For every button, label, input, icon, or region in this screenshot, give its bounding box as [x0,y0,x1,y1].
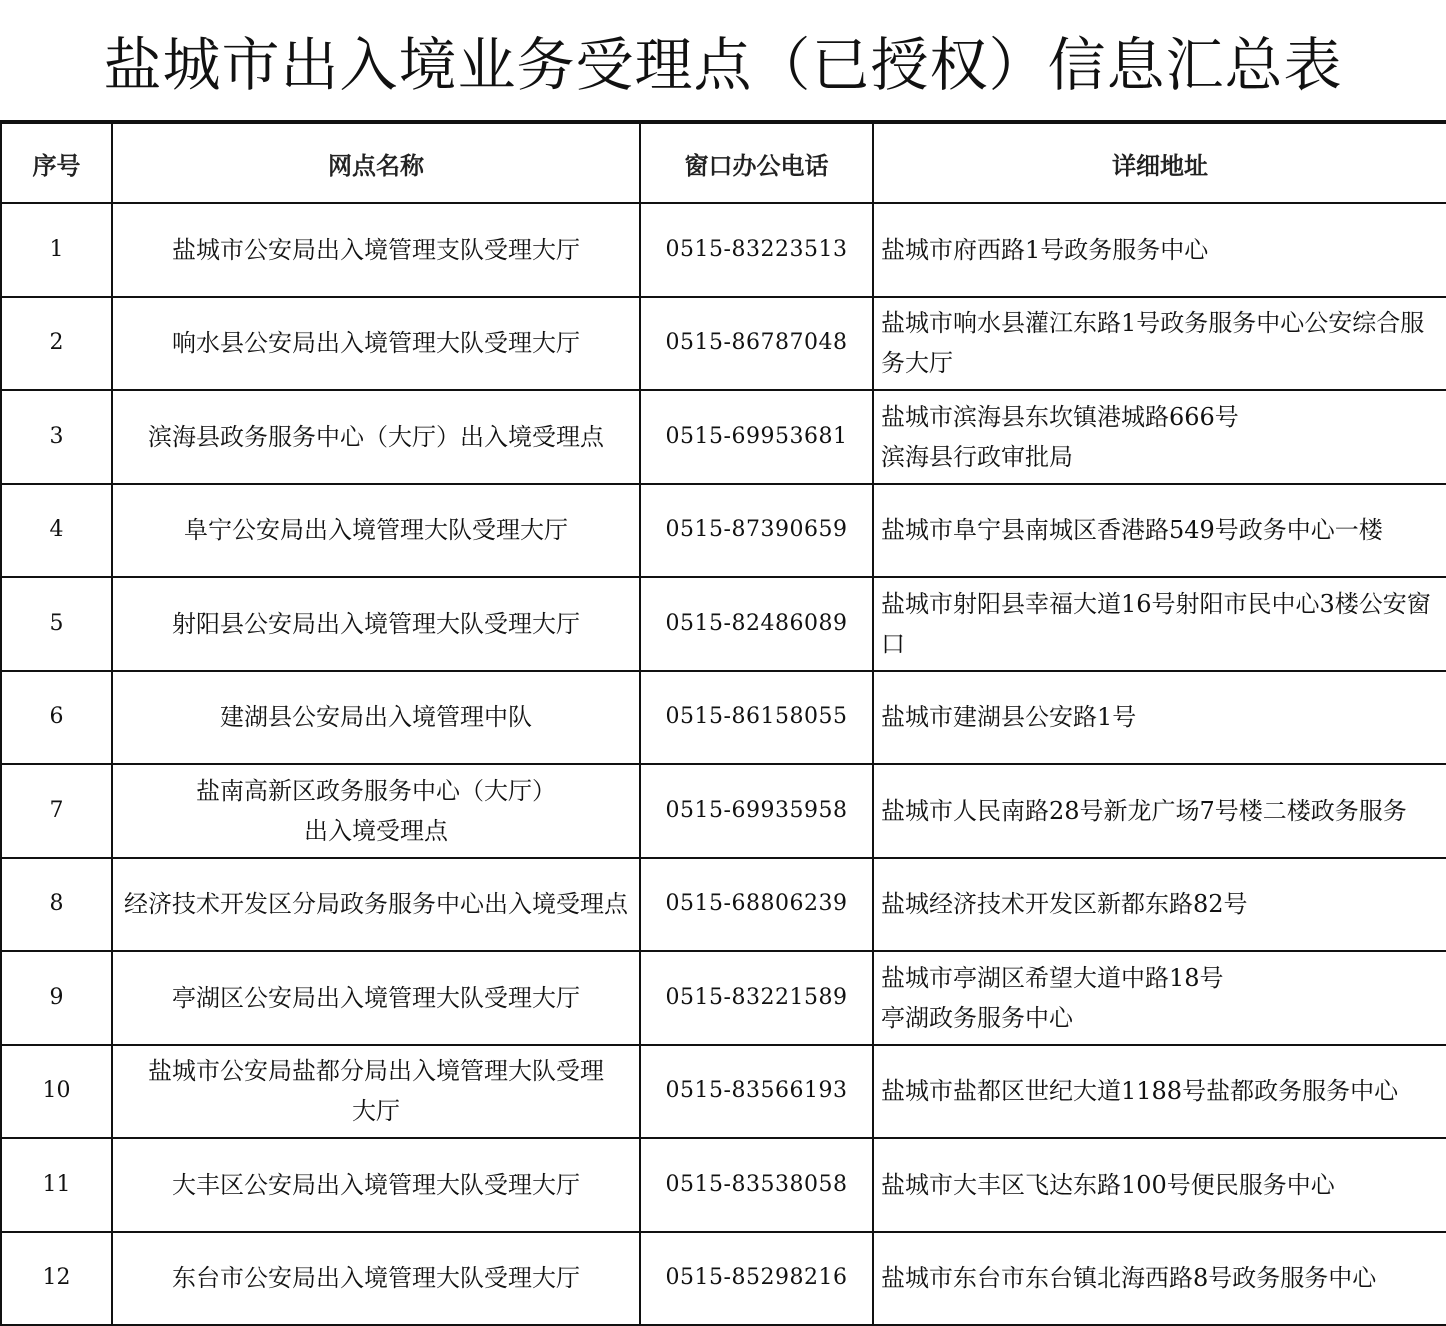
office-address: 盐城市盐都区世纪大道1188号盐都政务服务中心 [873,1045,1446,1139]
table-row [1,858,1446,952]
row-index: 9 [1,951,112,1045]
office-address: 盐城市府西路1号政务服务中心 [873,203,1446,297]
office-phone: 0515-87390659 [640,484,873,578]
row-index: 4 [1,484,112,578]
office-name: 大丰区公安局出入境管理大队受理大厅 [112,1138,640,1232]
office-address: 盐城市阜宁县南城区香港路549号政务中心一楼 [873,484,1446,578]
header-index: 序号 [1,123,112,203]
table-row [1,390,1446,484]
office-phone: 0515-83538058 [640,1138,873,1232]
table-row [1,1045,1446,1139]
row-index: 11 [1,1138,112,1232]
office-phone: 0515-85298216 [640,1232,873,1326]
table-row [1,297,1446,391]
office-info-table [0,122,1446,1326]
table-row [1,1138,1446,1232]
row-index: 1 [1,203,112,297]
table-row [1,671,1446,765]
row-index: 6 [1,671,112,765]
office-name: 盐南高新区政务服务中心（大厅） 出入境受理点 [112,764,640,858]
office-phone: 0515-86158055 [640,671,873,765]
office-phone: 0515-86787048 [640,297,873,391]
office-address: 盐城市滨海县东坎镇港城路666号 滨海县行政审批局 [873,390,1446,484]
row-index: 7 [1,764,112,858]
table-row [1,577,1446,671]
header-phone: 窗口办公电话 [640,123,873,203]
row-index: 10 [1,1045,112,1139]
row-index: 3 [1,390,112,484]
header-address: 详细地址 [873,123,1446,203]
office-address: 盐城市大丰区飞达东路100号便民服务中心 [873,1138,1446,1232]
office-phone: 0515-83221589 [640,951,873,1045]
office-address: 盐城市射阳县幸福大道16号射阳市民中心3楼公安窗口 [873,577,1446,671]
office-address: 盐城市建湖县公安路1号 [873,671,1446,765]
office-phone: 0515-83223513 [640,203,873,297]
office-name: 建湖县公安局出入境管理中队 [112,671,640,765]
office-name: 滨海县政务服务中心（大厅）出入境受理点 [112,390,640,484]
office-name: 亭湖区公安局出入境管理大队受理大厅 [112,951,640,1045]
row-index: 8 [1,858,112,952]
office-name [112,858,640,952]
office-name: 射阳县公安局出入境管理大队受理大厅 [112,577,640,671]
office-name: 东台市公安局出入境管理大队受理大厅 [112,1232,640,1326]
office-phone: 0515-69935958 [640,764,873,858]
table-row [1,203,1446,297]
office-name: 盐城市公安局盐都分局出入境管理大队受理 大厅 [112,1045,640,1139]
row-index: 2 [1,297,112,391]
table-row [1,951,1446,1045]
office-address: 盐城市亭湖区希望大道中路18号 亭湖政务服务中心 [873,951,1446,1045]
office-name: 阜宁公安局出入境管理大队受理大厅 [112,484,640,578]
office-phone: 0515-83566193 [640,1045,873,1139]
office-name: 响水县公安局出入境管理大队受理大厅 [112,297,640,391]
office-phone: 0515-68806239 [640,858,873,952]
office-phone: 0515-82486089 [640,577,873,671]
office-name: 盐城市公安局出入境管理支队受理大厅 [112,203,640,297]
office-address: 盐城经济技术开发区新都东路82号 [873,858,1446,952]
office-phone: 0515-69953681 [640,390,873,484]
page-title: 盐城市出入境业务受理点（已授权）信息汇总表 [103,31,1343,99]
header-office-name: 网点名称 [112,123,640,203]
row-index: 5 [1,577,112,671]
table-row [1,1232,1446,1326]
title-bar [0,0,1446,122]
table-row [1,764,1446,858]
office-address: 盐城市响水县灌江东路1号政务服务中心公安综合服务大厅 [873,297,1446,391]
office-name-text: 经济技术开发区分局政务服务中心出入境受理点 [124,890,628,919]
row-index: 12 [1,1232,112,1326]
office-address: 盐城市东台市东台镇北海西路8号政务服务中心 [873,1232,1446,1326]
table-row [1,484,1446,578]
office-address: 盐城市人民南路28号新龙广场7号楼二楼政务服务 [873,764,1446,858]
table-header-row [1,123,1446,203]
